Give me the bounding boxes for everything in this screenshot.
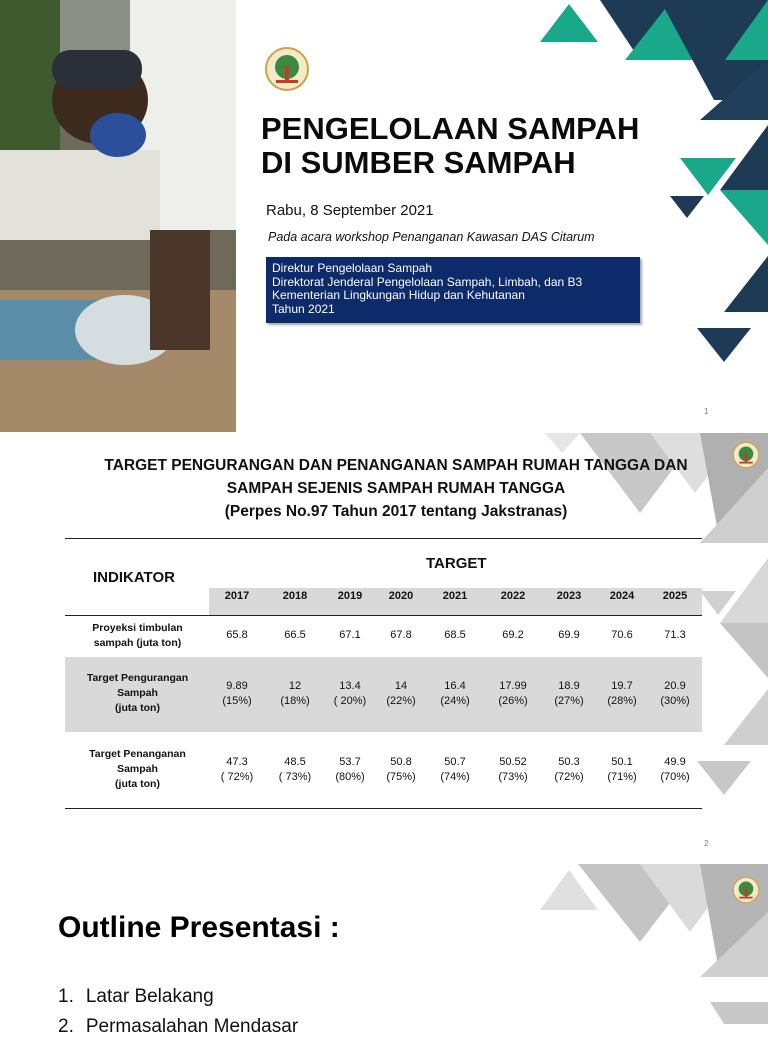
indicator-line: Sampah (117, 687, 158, 699)
table-cell (592, 755, 652, 785)
indicator-line: Proyeksi timbulan (92, 622, 183, 634)
outline-heading: Outline Presentasi : (58, 911, 340, 944)
table-cell (207, 628, 267, 643)
table-cell (645, 628, 705, 643)
cell-percent: (24%) (440, 695, 470, 707)
cell-value: 67.8 (390, 629, 412, 641)
table-row (65, 733, 702, 808)
title-line: SAMPAH SEJENIS SAMPAH RUMAH TANGGA (226, 480, 566, 497)
table-cell (539, 755, 599, 785)
table-cell (425, 755, 485, 785)
table-cell (371, 628, 431, 643)
indicator-label (65, 747, 210, 792)
table-cell (592, 628, 652, 643)
indicator-line: sampah (juta ton) (93, 637, 182, 649)
table-cell (207, 755, 267, 785)
cell-value: 50.7 (444, 756, 466, 768)
target-header: TARGET (426, 555, 487, 572)
cell-value: 65.8 (226, 629, 248, 641)
table-cell (425, 679, 485, 709)
table-cell (645, 679, 705, 709)
klhk-logo-icon (732, 876, 760, 904)
table-bottom-rule (65, 808, 702, 809)
slide-2 (0, 433, 768, 851)
table-cell (592, 679, 652, 709)
year-header: 2023 (556, 590, 582, 602)
indicator-label (65, 671, 210, 716)
list-item-number: 2. (58, 1016, 74, 1037)
table-cell (483, 679, 543, 709)
cell-value: 9.89 (226, 680, 248, 692)
year-header: 2017 (224, 590, 250, 602)
cell-value: 68.5 (444, 629, 466, 641)
cell-percent: ( 20%) (333, 695, 367, 707)
slide-1 (0, 0, 768, 432)
cell-value: 67.1 (339, 629, 361, 641)
presentation-date: Rabu, 8 September 2021 (266, 202, 434, 219)
cell-percent: (74%) (440, 771, 470, 783)
table-cell (371, 755, 431, 785)
cell-percent: (15%) (222, 695, 252, 707)
list-item-number: 1. (58, 986, 74, 1007)
cell-value: 20.9 (664, 680, 686, 692)
year-header: 2021 (442, 590, 468, 602)
year-header: 2024 (609, 590, 635, 602)
cell-percent: ( 72%) (220, 771, 254, 783)
cell-value: 19.7 (611, 680, 633, 692)
cell-percent: (27%) (554, 695, 584, 707)
list-item-label: Permasalahan Mendasar (85, 1016, 299, 1037)
cell-percent: (18%) (280, 695, 310, 707)
cell-percent: (80%) (335, 771, 365, 783)
cell-value: 69.9 (558, 629, 580, 641)
table-cell (483, 628, 543, 643)
presenter-line: Direktur Pengelolaan Sampah (272, 261, 433, 275)
cell-value: 50.3 (558, 756, 580, 768)
table-cell (539, 679, 599, 709)
indicator-line: Target Penanganan (89, 748, 186, 760)
cell-percent: (28%) (607, 695, 637, 707)
page-number: 1 (704, 407, 709, 416)
cell-percent: (26%) (498, 695, 528, 707)
title-line-1: PENGELOLAAN SAMPAH (261, 111, 640, 146)
cell-value: 12 (288, 680, 302, 692)
cell-percent: (71%) (607, 771, 637, 783)
cell-percent: (30%) (660, 695, 690, 707)
indikator-header: INDIKATOR (93, 569, 175, 586)
cell-value: 50.1 (611, 756, 633, 768)
cell-value: 50.8 (390, 756, 412, 768)
table-row (65, 616, 702, 656)
presenter-info-box (266, 257, 640, 323)
cell-percent: (22%) (386, 695, 416, 707)
cell-value: 49.9 (664, 756, 686, 768)
cell-value: 16.4 (444, 680, 466, 692)
presenter-line: Kementerian Lingkungan Hidup dan Kehutanan (272, 288, 525, 302)
cell-value: 13.4 (339, 680, 361, 692)
year-header: 2019 (337, 590, 363, 602)
cell-percent: (73%) (498, 771, 528, 783)
table-cell (265, 628, 325, 643)
cell-value: 70.6 (611, 629, 633, 641)
slide-1-title (261, 112, 681, 180)
year-header: 2025 (662, 590, 688, 602)
cell-value: 48.5 (284, 756, 306, 768)
indicator-line: Sampah (117, 763, 158, 775)
table-cell (265, 679, 325, 709)
cell-value: 71.3 (664, 629, 686, 641)
indicator-line: (juta ton) (115, 778, 160, 790)
table-cell (425, 628, 485, 643)
year-header: 2020 (388, 590, 414, 602)
table-top-rule (65, 538, 702, 539)
title-line: (Perpes No.97 Tahun 2017 tentang Jakstranas) (224, 503, 568, 520)
cell-percent: (72%) (554, 771, 584, 783)
list-item-label: Latar Belakang (85, 986, 214, 1007)
cell-percent: (70%) (660, 771, 690, 783)
table-cell (539, 628, 599, 643)
event-caption: Pada acara workshop Penanganan Kawasan DAS Citarum (268, 230, 595, 244)
presenter-line: Tahun 2021 (272, 301, 335, 316)
title-line: TARGET PENGURANGAN DAN PENANGANAN SAMPAH RUMAH TANGGA DAN (104, 457, 688, 474)
page-number: 2 (704, 839, 709, 848)
cell-value: 53.7 (339, 756, 361, 768)
outline-list (58, 982, 298, 1042)
year-header: 2018 (282, 590, 308, 602)
cell-value: 50.52 (499, 756, 527, 768)
cell-percent: ( 73%) (278, 771, 312, 783)
list-item (58, 1012, 298, 1042)
year-header: 2022 (500, 590, 526, 602)
table-cell (207, 679, 267, 709)
klhk-logo-icon (264, 46, 310, 92)
slide-2-title (70, 454, 722, 523)
indicator-label (65, 621, 210, 651)
cell-value: 14 (394, 680, 408, 692)
cell-value: 69.2 (502, 629, 524, 641)
table-cell (371, 679, 431, 709)
table-row (65, 657, 702, 732)
cell-value: 18.9 (558, 680, 580, 692)
title-line-2: DI SUMBER SAMPAH (261, 145, 576, 180)
cell-value: 66.5 (284, 629, 306, 641)
indicator-line: Target Pengurangan (86, 672, 189, 684)
cell-percent: (75%) (386, 771, 416, 783)
cell-value: 47.3 (226, 756, 248, 768)
slide-3 (0, 852, 768, 1037)
presenter-line: Direktorat Jenderal Pengelolaan Sampah, Limbah, dan B3 (272, 274, 583, 289)
list-item (58, 982, 298, 1012)
table-cell (645, 755, 705, 785)
cell-value: 17.99 (499, 680, 527, 692)
klhk-logo-icon (732, 441, 760, 469)
table-cell (483, 755, 543, 785)
indicator-line: (juta ton) (115, 702, 160, 714)
table-cell (265, 755, 325, 785)
